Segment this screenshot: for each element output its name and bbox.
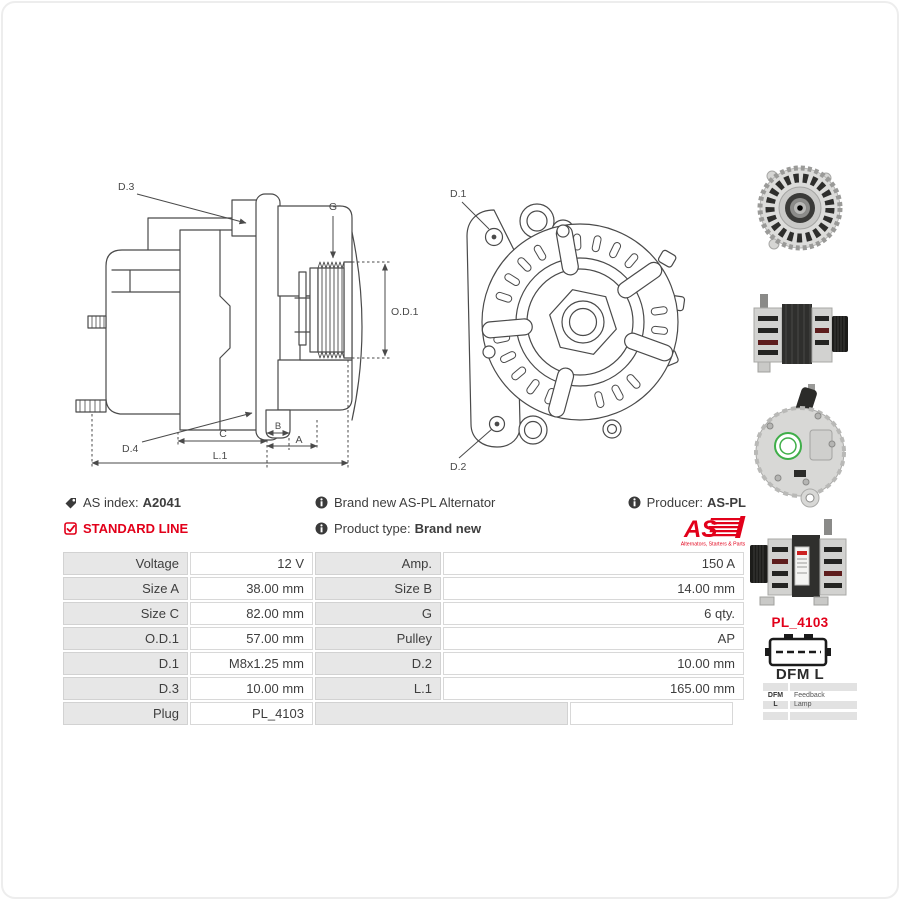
spec-value: 10.00 mm: [190, 677, 313, 700]
front-view-labels: [450, 188, 467, 473]
spec-label: D.2: [315, 652, 441, 675]
product-photo-rear-angled: [748, 382, 852, 512]
legend-key: [763, 712, 788, 720]
spec-value: PL_4103: [190, 702, 313, 725]
label-d2: D.2: [450, 461, 467, 473]
spec-value: M8x1.25 mm: [190, 652, 313, 675]
label-g: G: [328, 201, 338, 213]
table-row: [63, 702, 744, 725]
label-od1: O.D.1: [391, 306, 419, 318]
as-pl-logo: [676, 514, 748, 548]
spec-value: 165.00 mm: [443, 677, 744, 700]
product-type-label: Product type:: [334, 521, 411, 536]
legend-value: [790, 683, 857, 691]
as-index-value: A2041: [142, 495, 181, 510]
table-row: [63, 577, 744, 600]
product-type-value: Brand new: [414, 521, 482, 536]
label-l1: L.1: [212, 450, 228, 462]
producer-value: AS-PL: [707, 495, 746, 510]
side-view-drawing: [76, 194, 362, 440]
spec-value: 12 V: [190, 552, 313, 575]
spec-label: Size B: [315, 577, 441, 600]
spec-label: G: [315, 602, 441, 625]
table-row: [63, 627, 744, 650]
spec-label: Plug: [63, 702, 188, 725]
tag-icon: [64, 496, 77, 509]
table-row: [63, 552, 744, 575]
spec-label: D.1: [63, 652, 188, 675]
label-d1: D.1: [450, 188, 467, 200]
table-row: [63, 602, 744, 625]
info-icon: [628, 496, 641, 509]
table-row: [63, 652, 744, 675]
producer-label: Producer:: [646, 495, 703, 510]
label-c: C: [219, 428, 227, 440]
info-icon: [315, 496, 328, 509]
spec-label: Pulley: [315, 627, 441, 650]
legend-key: L: [763, 701, 788, 709]
legend-row: [763, 701, 857, 709]
label-d4: D.4: [122, 443, 139, 455]
spec-label: Voltage: [63, 552, 188, 575]
spec-value: 38.00 mm: [190, 577, 313, 600]
spec-table: [63, 552, 744, 727]
spec-value: 6 qty.: [443, 602, 744, 625]
spec-label: D.3: [63, 677, 188, 700]
legend-row: [763, 683, 857, 691]
spec-label: Size A: [63, 577, 188, 600]
plug-code: PL_4103: [771, 615, 829, 630]
spec-value: [570, 702, 733, 725]
spec-value: 10.00 mm: [443, 652, 744, 675]
logo-tagline: Alternators, Starters & Parts: [680, 541, 746, 548]
spec-label: L.1: [315, 677, 441, 700]
legend-row: [763, 692, 857, 700]
spec-value: 14.00 mm: [443, 577, 744, 600]
as-index-row: [64, 495, 181, 510]
pulley-side-view: [310, 262, 352, 358]
table-row: [63, 677, 744, 700]
spec-value: 57.00 mm: [190, 627, 313, 650]
technical-drawing: [60, 158, 750, 483]
legend-row: [763, 712, 857, 720]
label-a: A: [295, 434, 303, 446]
product-photo-front: [752, 162, 848, 258]
checkbox-icon: [64, 522, 77, 535]
standard-line-row: [64, 521, 188, 536]
legend-value: Feedback: [794, 692, 825, 699]
spec-value: 82.00 mm: [190, 602, 313, 625]
front-view-drawing: [467, 204, 685, 447]
plug-connector-diagram: [764, 632, 836, 670]
pin-legend: [763, 683, 857, 721]
label-d3: D.3: [118, 181, 135, 193]
legend-key: DFM: [767, 692, 784, 699]
product-photo-side-right: [748, 278, 852, 378]
legend-key: [763, 683, 788, 691]
producer-row: [628, 495, 746, 510]
spec-label: O.D.1: [63, 627, 188, 650]
spec-label: Amp.: [315, 552, 441, 575]
legend-value: Lamp: [790, 701, 857, 709]
spec-label: Size C: [63, 602, 188, 625]
legend-value: [790, 712, 857, 720]
spec-label: [315, 702, 568, 725]
as-index-label: AS index:: [83, 495, 139, 510]
brand-new-row: [315, 495, 495, 510]
label-b: B: [274, 421, 282, 432]
spec-value: 150 A: [443, 552, 744, 575]
brand-new-text: Brand new AS-PL Alternator: [334, 495, 496, 510]
logo-text: AS: [684, 516, 718, 543]
spec-value: AP: [443, 627, 744, 650]
info-icon: [315, 522, 328, 535]
connector-label: DFM L: [775, 666, 825, 683]
product-photo-side-left: [748, 515, 852, 610]
product-type-row: [315, 521, 481, 536]
standard-line-text: STANDARD LINE: [83, 521, 189, 536]
